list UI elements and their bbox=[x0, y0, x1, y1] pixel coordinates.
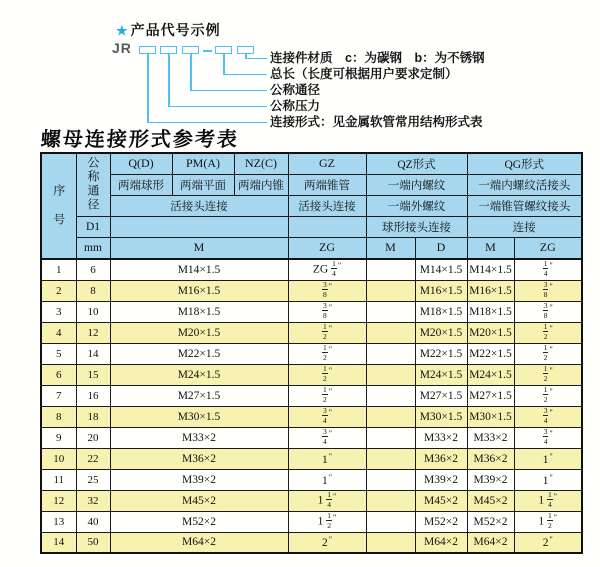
inch-mark: " bbox=[328, 345, 332, 355]
code-prefix: JR bbox=[112, 40, 132, 56]
cell-dn: 18 bbox=[76, 406, 110, 427]
cell-qg_m: M36×2 bbox=[467, 448, 514, 469]
cell-qg_m: M30×1.5 bbox=[467, 406, 514, 427]
cell-qz_d: M64×2 bbox=[415, 532, 467, 553]
cell-dn: 25 bbox=[76, 469, 110, 490]
cell-qg_m: M64×2 bbox=[467, 532, 514, 553]
fraction: $\frac{3}{8}$ bbox=[543, 280, 548, 299]
table-row bbox=[41, 532, 582, 553]
cell-no: 5 bbox=[41, 343, 76, 364]
inch-mark: " bbox=[328, 387, 332, 397]
table-row bbox=[41, 469, 582, 490]
cell-qz_m bbox=[366, 280, 415, 301]
header-empty bbox=[110, 216, 288, 237]
header-q-sub: 两端球形 bbox=[110, 174, 172, 195]
connector-line bbox=[223, 54, 225, 74]
cell-qz_m bbox=[366, 259, 415, 280]
cell-no: 3 bbox=[41, 301, 76, 322]
cell-gz: ZG $\frac{1}{4}$ " bbox=[288, 259, 366, 280]
cell-no: 10 bbox=[41, 448, 76, 469]
cell-qz_m bbox=[366, 490, 415, 511]
cell-gz bbox=[288, 427, 366, 448]
cell-no: 1 bbox=[41, 259, 76, 280]
legend-nominal-pressure: 公称压力 bbox=[270, 99, 321, 113]
fraction: $\frac{3}{4}$ bbox=[322, 427, 327, 446]
connector-line bbox=[147, 54, 149, 122]
cell-m: M27×1.5 bbox=[110, 385, 288, 406]
header-union-left: 活接头连接 bbox=[110, 195, 288, 216]
cell-dn: 14 bbox=[76, 343, 110, 364]
table-body bbox=[41, 259, 582, 553]
cell-qz_m bbox=[366, 469, 415, 490]
cell-qg_zg: 1" bbox=[514, 448, 582, 469]
fraction: $\frac{1}{2}$ bbox=[322, 322, 327, 341]
table-row bbox=[41, 343, 582, 364]
inch-mark: " bbox=[553, 513, 558, 523]
inch-mark: " bbox=[328, 472, 332, 482]
product-code-example-title bbox=[116, 20, 221, 40]
cell-qg_zg bbox=[514, 259, 582, 280]
inch-mark: " bbox=[549, 535, 553, 545]
cell-qz_d: M33×2 bbox=[415, 427, 467, 448]
cell-no: 6 bbox=[41, 364, 76, 385]
fraction: $\frac{1}{2}$ bbox=[543, 322, 548, 341]
cell-m: M24×1.5 bbox=[110, 364, 288, 385]
header-union-gz: 活接头连接 bbox=[288, 195, 366, 216]
cell-qg_m: M27×1.5 bbox=[467, 385, 514, 406]
fraction: $\frac{3}{4}$ bbox=[543, 406, 548, 425]
cell-qg_m: M39×2 bbox=[467, 469, 514, 490]
fraction: $\frac{3}{8}$ bbox=[322, 301, 327, 320]
header-qz-r4: 球形接头连接 bbox=[366, 216, 467, 237]
cell-gz bbox=[288, 385, 366, 406]
cell-qz_m bbox=[366, 406, 415, 427]
cell-no: 14 bbox=[41, 532, 76, 553]
header-empty bbox=[288, 216, 366, 237]
connector-line bbox=[190, 90, 267, 92]
fraction: $\frac{1}{2}$ bbox=[543, 385, 548, 404]
cell-no: 4 bbox=[41, 322, 76, 343]
cell-qg_zg bbox=[514, 427, 582, 448]
cell-m: M18×1.5 bbox=[110, 301, 288, 322]
fraction: $\frac{1}{2}$ bbox=[327, 511, 332, 530]
cell-gz: 1 $\frac{1}{4}$ " bbox=[288, 490, 366, 511]
fraction: $\frac{1}{4}$ bbox=[543, 259, 548, 279]
inch-mark: " bbox=[549, 429, 553, 439]
cell-m: M14×1.5 bbox=[110, 259, 288, 280]
code-box bbox=[139, 46, 156, 54]
code-legend bbox=[270, 50, 485, 130]
cell-m: M64×2 bbox=[110, 532, 288, 553]
header-pm: PM(A) bbox=[172, 153, 234, 174]
cell-qg_m: M33×2 bbox=[467, 427, 514, 448]
inch-mark: " bbox=[549, 387, 553, 397]
header-pm-sub: 两端平面 bbox=[172, 174, 234, 195]
header-qg-m: M bbox=[467, 237, 514, 259]
cell-dn: 8 bbox=[76, 280, 110, 301]
cell-gz bbox=[288, 343, 366, 364]
cell-gz: 2" bbox=[288, 532, 366, 553]
fraction: $\frac{3}{8}$ bbox=[322, 280, 327, 299]
connector-line bbox=[245, 58, 267, 60]
cell-dn: 6 bbox=[76, 259, 110, 280]
header-seq: 序号 bbox=[41, 153, 76, 259]
cell-dn: 32 bbox=[76, 490, 110, 511]
inch-mark: " bbox=[328, 451, 332, 461]
table-row bbox=[41, 301, 582, 322]
inch-mark: " bbox=[549, 366, 553, 376]
cell-m: M20×1.5 bbox=[110, 322, 288, 343]
inch-mark: " bbox=[549, 303, 553, 313]
table-row bbox=[41, 322, 582, 343]
inch-mark: " bbox=[549, 282, 553, 292]
cell-no: 13 bbox=[41, 511, 76, 532]
code-box bbox=[237, 46, 254, 54]
table-row bbox=[41, 259, 582, 280]
fraction: $\frac{1}{2}$ bbox=[543, 343, 548, 362]
cell-m: M36×2 bbox=[110, 448, 288, 469]
cell-gz: 1" bbox=[288, 469, 366, 490]
cell-qz_m bbox=[366, 364, 415, 385]
inch-mark: " bbox=[333, 513, 337, 523]
cell-m: M30×1.5 bbox=[110, 406, 288, 427]
inch-mark: " bbox=[553, 492, 558, 502]
header-m: M bbox=[110, 237, 288, 259]
inch-mark: " bbox=[333, 492, 337, 502]
header-qg-r2: 一端内螺纹活接头 bbox=[467, 174, 582, 195]
inch-mark: " bbox=[549, 261, 553, 271]
code-box bbox=[182, 46, 199, 54]
cell-qz_d: M30×1.5 bbox=[415, 406, 467, 427]
cell-qz_m bbox=[366, 343, 415, 364]
cell-qg_zg bbox=[514, 301, 582, 322]
connector-line bbox=[190, 54, 192, 90]
cell-qz_d: M52×2 bbox=[415, 511, 467, 532]
cell-qg_m: M45×2 bbox=[467, 490, 514, 511]
fraction: $\frac{1}{2}$ bbox=[322, 343, 327, 362]
cell-qg_zg: 1" bbox=[514, 469, 582, 490]
cell-qg_zg bbox=[514, 343, 582, 364]
table-row bbox=[41, 427, 582, 448]
cell-qz_d: M39×2 bbox=[415, 469, 467, 490]
legend-total-length: 总长（长度可根据用户要求定制） bbox=[270, 67, 458, 81]
inch-mark: " bbox=[549, 345, 553, 355]
fraction: $\frac{3}{4}$ bbox=[322, 406, 327, 425]
cell-m: M45×2 bbox=[110, 490, 288, 511]
header-qz-m: M bbox=[366, 237, 415, 259]
table-row bbox=[41, 280, 582, 301]
inch-mark: " bbox=[328, 429, 332, 439]
inch-mark: " bbox=[549, 324, 553, 334]
inch-mark: " bbox=[328, 303, 332, 313]
cell-qz_m bbox=[366, 532, 415, 553]
inch-mark: " bbox=[328, 408, 332, 418]
header-qz-r3: 一端外螺纹 bbox=[366, 195, 467, 216]
cell-no: 9 bbox=[41, 427, 76, 448]
header-nz: NZ(C) bbox=[234, 153, 288, 174]
cell-gz bbox=[288, 322, 366, 343]
cell-qg_m: M24×1.5 bbox=[467, 364, 514, 385]
cell-qz_m bbox=[366, 322, 415, 343]
table-title: 螺母连接形式参考表 bbox=[40, 129, 240, 151]
cell-dn: 20 bbox=[76, 427, 110, 448]
cell-qz_m bbox=[366, 427, 415, 448]
cell-no: 2 bbox=[41, 280, 76, 301]
cell-no: 7 bbox=[41, 385, 76, 406]
cell-qz_d: M14×1.5 bbox=[415, 259, 467, 280]
cell-gz bbox=[288, 364, 366, 385]
fraction: $\frac{1}{2}$ bbox=[543, 364, 548, 383]
fraction: $\frac{1}{2}$ bbox=[548, 511, 552, 530]
cell-qz_d: M22×1.5 bbox=[415, 343, 467, 364]
fraction: $\frac{3}{8}$ bbox=[543, 301, 548, 320]
cell-gz bbox=[288, 406, 366, 427]
table-row bbox=[41, 448, 582, 469]
header-q: Q(D) bbox=[110, 153, 172, 174]
fraction: $\frac{3}{4}$ bbox=[543, 427, 548, 446]
cell-qz_m bbox=[366, 511, 415, 532]
connector-line bbox=[168, 106, 267, 108]
header-gz-sub: 两端锥管 bbox=[288, 174, 366, 195]
header-qz: QZ形式 bbox=[366, 153, 467, 174]
cell-qg_m: M14×1.5 bbox=[467, 259, 514, 280]
cell-qz_d: M27×1.5 bbox=[415, 385, 467, 406]
nut-connection-reference-table bbox=[40, 152, 583, 554]
cell-qg_zg bbox=[514, 364, 582, 385]
star-icon: ★ bbox=[116, 23, 129, 38]
cell-gz bbox=[288, 301, 366, 322]
inch-mark: " bbox=[328, 535, 332, 545]
cell-qg_m: M16×1.5 bbox=[467, 280, 514, 301]
table-header bbox=[41, 153, 582, 259]
table-row bbox=[41, 406, 582, 427]
legend-connection-form: 连接形式：见金属软管常用结构形式表 bbox=[270, 115, 483, 129]
cell-qg_m: M22×1.5 bbox=[467, 343, 514, 364]
cell-dn: 15 bbox=[76, 364, 110, 385]
header-d1: D1 bbox=[76, 216, 110, 237]
legend-material: 连接件材质 c：为碳钢 b：为不锈钢 bbox=[270, 51, 485, 65]
table-row bbox=[41, 511, 582, 532]
cell-gz: 1 $\frac{1}{2}$ " bbox=[288, 511, 366, 532]
cell-gz bbox=[288, 280, 366, 301]
cell-m: M39×2 bbox=[110, 469, 288, 490]
cell-qz_m bbox=[366, 301, 415, 322]
fraction: $\frac{1}{4}$ bbox=[332, 259, 336, 279]
cell-dn: 40 bbox=[76, 511, 110, 532]
legend-nominal-bore: 公称通径 bbox=[270, 83, 321, 97]
fraction: $\frac{1}{4}$ bbox=[548, 490, 552, 509]
cell-qg_m: M20×1.5 bbox=[467, 322, 514, 343]
inch-mark: " bbox=[328, 282, 332, 292]
product-code-example-label: 产品代号示例 bbox=[130, 22, 221, 38]
cell-gz: 1" bbox=[288, 448, 366, 469]
cell-qz_d: M36×2 bbox=[415, 448, 467, 469]
cell-qz_d: M16×1.5 bbox=[415, 280, 467, 301]
table-row bbox=[41, 490, 582, 511]
inch-mark: " bbox=[328, 324, 332, 334]
header-qz-r2: 一端内螺纹 bbox=[366, 174, 467, 195]
cell-dn: 16 bbox=[76, 385, 110, 406]
header-qz-d: D bbox=[415, 237, 467, 259]
fraction: $\frac{1}{2}$ bbox=[322, 385, 327, 404]
cell-qg_zg: 1 $\frac{1}{4}$ " bbox=[514, 490, 582, 511]
cell-no: 12 bbox=[41, 490, 76, 511]
cell-qg_zg: 1 $\frac{1}{2}$ " bbox=[514, 511, 582, 532]
header-bore: 公称通径 bbox=[76, 153, 110, 216]
cell-m: M52×2 bbox=[110, 511, 288, 532]
cell-m: M22×1.5 bbox=[110, 343, 288, 364]
cell-qz_d: M20×1.5 bbox=[415, 322, 467, 343]
cell-no: 11 bbox=[41, 469, 76, 490]
cell-no: 8 bbox=[41, 406, 76, 427]
table-row bbox=[41, 385, 582, 406]
cell-m: M16×1.5 bbox=[110, 280, 288, 301]
cell-qg_zg: 2" bbox=[514, 532, 582, 553]
cell-qg_zg bbox=[514, 385, 582, 406]
cell-dn: 10 bbox=[76, 301, 110, 322]
header-nz-sub: 两端内锥 bbox=[234, 174, 288, 195]
cell-dn: 12 bbox=[76, 322, 110, 343]
header-qg-zg: ZG bbox=[514, 237, 582, 259]
cell-qz_m bbox=[366, 448, 415, 469]
header-zg: ZG bbox=[288, 237, 366, 259]
inch-mark: " bbox=[328, 366, 332, 376]
cell-qz_d: M45×2 bbox=[415, 490, 467, 511]
cell-qg_zg bbox=[514, 322, 582, 343]
code-box bbox=[160, 46, 177, 54]
header-mm: mm bbox=[76, 237, 110, 259]
inch-mark: " bbox=[549, 451, 553, 461]
cell-qg_m: M18×1.5 bbox=[467, 301, 514, 322]
header-gz: GZ bbox=[288, 153, 366, 174]
inch-mark: " bbox=[549, 408, 553, 418]
header-qg: QG形式 bbox=[467, 153, 582, 174]
cell-qg_zg bbox=[514, 280, 582, 301]
cell-qz_d: M18×1.5 bbox=[415, 301, 467, 322]
connector-line bbox=[223, 74, 267, 76]
table-row bbox=[41, 364, 582, 385]
header-qg-r3: 一端锥管螺纹接头 bbox=[467, 195, 582, 216]
cell-qz_m bbox=[366, 385, 415, 406]
code-dash bbox=[203, 50, 212, 52]
cell-qg_m: M52×2 bbox=[467, 511, 514, 532]
cell-qg_zg bbox=[514, 406, 582, 427]
inch-mark: " bbox=[337, 261, 342, 271]
code-box bbox=[215, 46, 232, 54]
cell-dn: 22 bbox=[76, 448, 110, 469]
header-qg-r4: 连接 bbox=[467, 216, 582, 237]
inch-mark: " bbox=[549, 472, 553, 482]
cell-qz_d: M24×1.5 bbox=[415, 364, 467, 385]
fraction: $\frac{1}{2}$ bbox=[322, 364, 327, 383]
cell-m: M33×2 bbox=[110, 427, 288, 448]
connector-line bbox=[168, 54, 170, 106]
fraction: $\frac{1}{4}$ bbox=[327, 490, 332, 509]
cell-dn: 50 bbox=[76, 532, 110, 553]
